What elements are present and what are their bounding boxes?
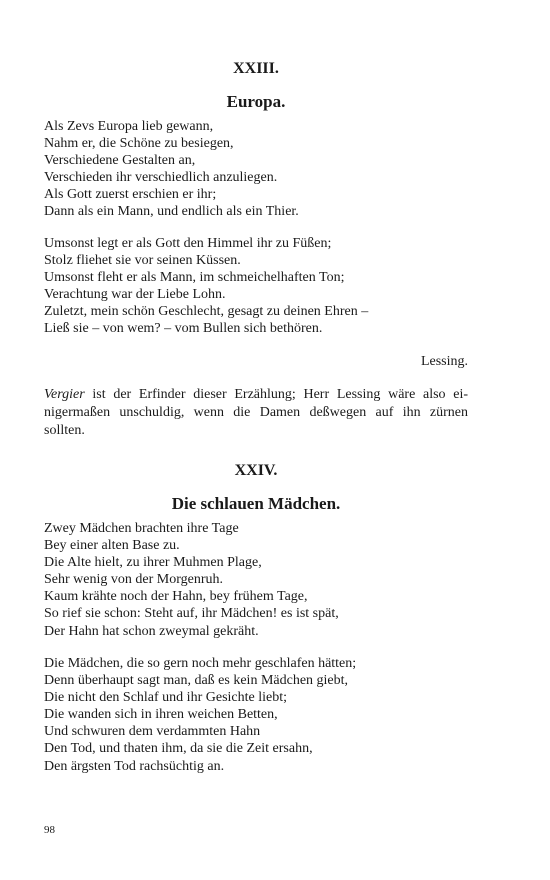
verse-line: Als Gott zuerst erschien er ihr; <box>44 187 217 203</box>
book-page <box>44 0 468 880</box>
verse-line: Kaum krähte noch der Hahn, bey frühem Tage, <box>44 589 308 605</box>
verse-line: Und schwuren dem verdammten Hahn <box>44 724 261 740</box>
poem-europa-stanza-1 <box>44 118 468 221</box>
verse-line: Zwey Mädchen brachten ihre Tage <box>44 521 239 536</box>
note-line-1 <box>44 386 468 404</box>
verse-line: Verschieden ihr verschiedlich anzuliegen. <box>44 170 278 186</box>
poem-maedchen-stanza-2 <box>44 655 468 775</box>
verse-line: Zuletzt, mein schön Geschlecht, gesagt zu deinen Ehren – <box>44 304 369 320</box>
verse-line: Der Hahn hat schon zweymal gekräht. <box>44 623 259 639</box>
verse-line: Ließ sie – von wem? – vom Bullen sich bethören. <box>44 321 323 337</box>
verse-line: Denn überhaupt sagt man, daß es kein Mädchen giebt, <box>44 673 349 689</box>
page-number: 98 <box>44 824 55 836</box>
editorial-note <box>44 386 468 440</box>
note-line-1-text: ist der Erfinder dieser Erzählung; Herr Lessing wäre also ei- <box>84 387 468 402</box>
note-line-2: nigermaßen unschuldig, wenn die Damen deßwegen auf ihn zürnen <box>44 405 468 420</box>
verse-line: Die nicht den Schlaf und ihr Gesichte liebt; <box>44 690 287 706</box>
verse-line: Sehr wenig von der Morgenruh. <box>44 572 223 588</box>
verse-line: Umsonst fleht er als Mann, im schmeichelhaften Ton; <box>44 270 345 286</box>
verse-line: Die Mädchen, die so gern noch mehr geschlafen hätten; <box>44 656 357 671</box>
poem-number-xxiv: XXIV. <box>234 462 278 479</box>
poem-title-europa: Europa. <box>226 92 286 111</box>
verse-line: Den ärgsten Tod rachsüchtig an. <box>44 758 225 774</box>
poem-maedchen-stanza-1 <box>44 520 468 640</box>
verse-line: Die Alte hielt, zu ihrer Muhmen Plage, <box>44 555 262 571</box>
note-line-3: sollten. <box>44 423 85 438</box>
verse-line: Stolz fliehet sie vor seinen Küssen. <box>44 253 241 269</box>
verse-line: Den Tod, und thaten ihm, da sie die Zeit ersahn, <box>44 741 313 757</box>
verse-line: So rief sie schon: Steht auf, ihr Mädchen! es ist spät, <box>44 606 339 622</box>
author-attribution: Lessing. <box>420 354 468 369</box>
poem-europa-stanza-2 <box>44 235 468 338</box>
verse-line: Umsonst legt er als Gott den Himmel ihr zu Füßen; <box>44 236 332 251</box>
note-italic-word: Vergier <box>44 387 85 402</box>
poem-number-xxiii: XXIII. <box>233 60 279 77</box>
verse-line: Dann als ein Mann, und endlich als ein Thier. <box>44 204 299 220</box>
verse-line: Nahm er, die Schöne zu besiegen, <box>44 136 234 152</box>
verse-line: Bey einer alten Base zu. <box>44 538 180 554</box>
verse-line: Verachtung war der Liebe Lohn. <box>44 287 226 303</box>
poem-title-die-schlauen-maedchen: Die schlauen Mädchen. <box>171 494 341 513</box>
verse-line: Verschiedene Gestalten an, <box>44 153 196 169</box>
verse-line: Als Zevs Europa lieb gewann, <box>44 119 214 134</box>
verse-line: Die wanden sich in ihren weichen Betten, <box>44 707 278 723</box>
